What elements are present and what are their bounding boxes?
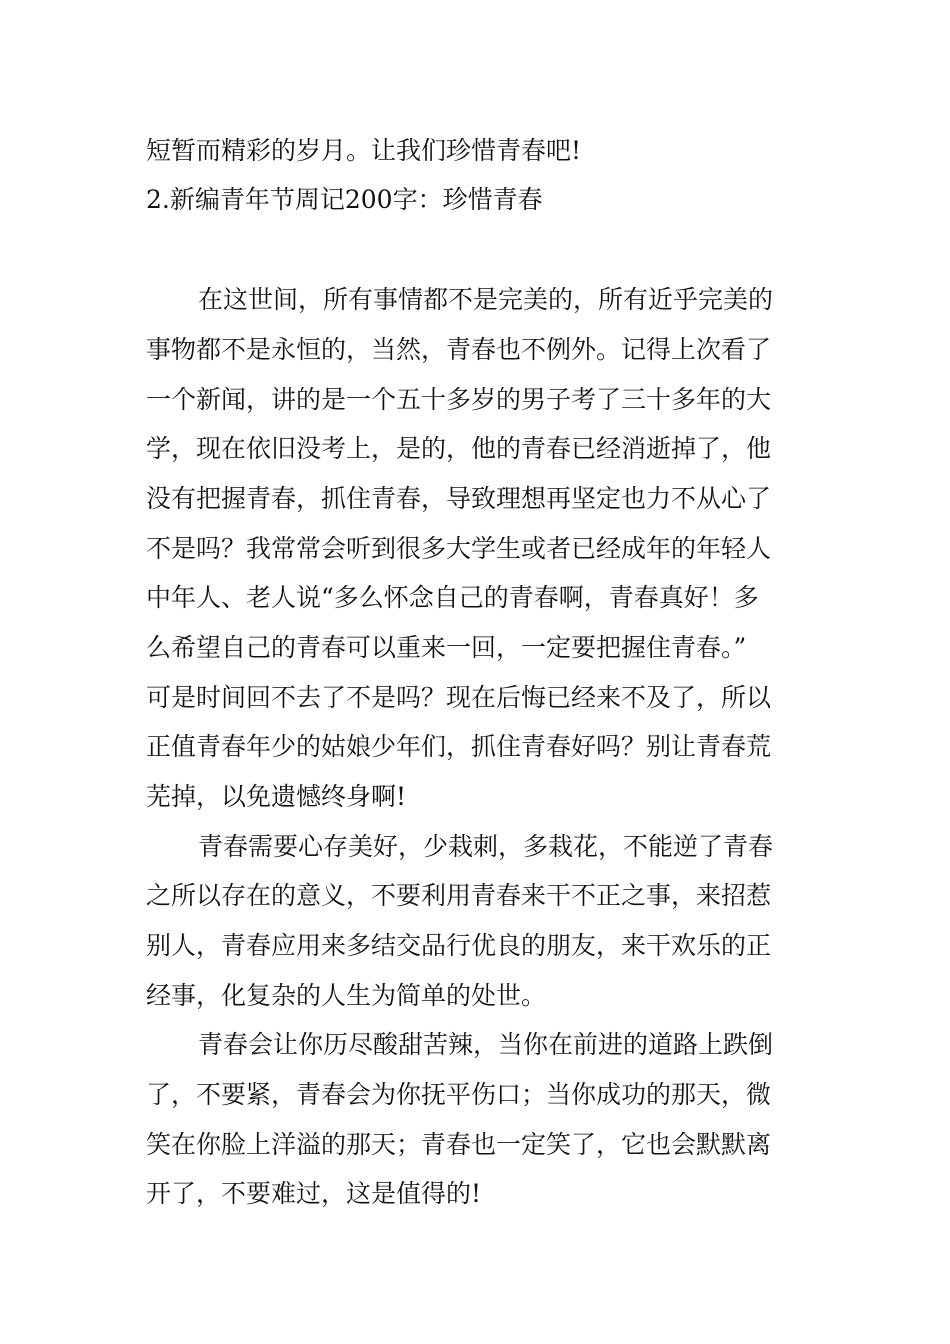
paragraph-line: 事物都不是永恒的，当然，青春也不例外。记得上次看了: [146, 335, 772, 364]
paragraph-line: 正值青春年少的姑娘少年们，抓住青春好吗？别让青春荒: [146, 732, 772, 761]
paragraph-line: 芜掉，以免遗憾终身啊!: [146, 782, 407, 811]
paragraph-line: 经事，化复杂的人生为简单的处世。: [146, 981, 547, 1010]
paragraph-line: 青春会让你历尽酸甜苦辣，当你在前进的道路上跌倒: [198, 1030, 774, 1059]
section-heading: 2.新编青年节周记200字：珍惜青春: [146, 185, 543, 214]
paragraph-line: 别人，青春应用来多结交品行优良的朋友，来干欢乐的正: [146, 931, 772, 960]
paragraph-line: 么希望自己的青春可以重来一回，一定要把握住青春。”: [146, 633, 747, 662]
paragraph-line: 在这世间，所有事情都不是完美的，所有近乎完美的: [198, 285, 774, 314]
paragraph-line: 开了，不要难过，这是值得的!: [146, 1179, 482, 1208]
paragraph-line: 不是吗？我常常会听到很多大学生或者已经成年的年轻人: [146, 534, 772, 563]
paragraph-line: 一个新闻，讲的是一个五十多岁的男子考了三十多年的大: [146, 385, 772, 414]
paragraph-line: 学，现在依旧没考上，是的，他的青春已经消逝掉了，他: [146, 434, 772, 463]
paragraph-line: 没有把握青春，抓住青春，导致理想再坚定也力不从心了: [146, 484, 772, 513]
paragraph-line: 中年人、老人说“多么怀念自己的青春啊，青春真好！多: [146, 583, 759, 612]
paragraph-line: 之所以存在的意义，不要利用青春来干不正之事，来招惹: [146, 881, 772, 910]
paragraph-line: 可是时间回不去了不是吗？现在后悔已经来不及了，所以: [146, 683, 772, 712]
paragraph-line: 青春需要心存美好，少栽刺，多栽花，不能逆了青春: [198, 832, 774, 861]
text-line: 短暂而精彩的岁月。让我们珍惜青春吧!: [146, 136, 582, 165]
paragraph-line: 了，不要紧，青春会为你抚平伤口；当你成功的那天，微: [146, 1080, 772, 1109]
paragraph-line: 笑在你脸上洋溢的那天；青春也一定笑了，它也会默默离: [146, 1130, 772, 1159]
